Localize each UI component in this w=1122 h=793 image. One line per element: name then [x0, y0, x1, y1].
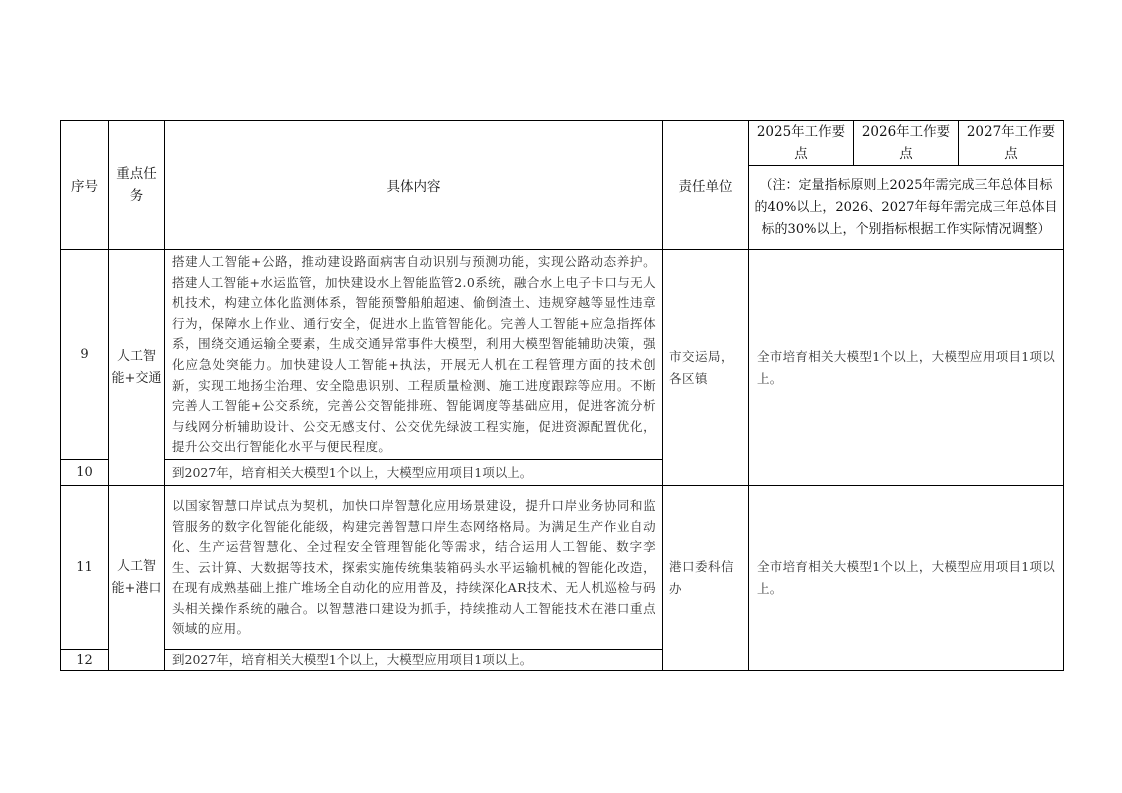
content-cell: 搭建人工智能+公路，推动建设路面病害自动识别与预测功能，实现公路动态养护。搭建人工智能+水运监管，加快建设水上智能监管2.0系统，融合水上电子卡口与无人机技术，构建立体化监测体系，智能预警船舶超速、偷倒渣土、违规穿越等显性违章行为，保障水上作业、通行安全，促进水上监管智能化。完善人工智能+应急指挥体系，围绕交通运输全要素，生成交通异常事件大模型，利用大模型智能辅助决策，强化应急处突能力。加快建设人工智能+执法，开展无人机在工程管理方面的技术创新，实现工地扬尘治理、安全隐患识别、工程质量检测、施工进度跟踪等应用。不断完善人工智能+公交系统，完善公交智能排班、智能调度等基础应用，促进客流分析与线网分析辅助设计、公交无感支付、公交优先绿波工程实施，促进资源配置优化，提升公交出行智能化水平与便民程度。: [165, 250, 663, 460]
content-cell: 以国家智慧口岸试点为契机，加快口岸智慧化应用场景建设，提升口岸业务协同和监管服务的数字化智能化能级，构建完善智慧口岸生态网络格局。为满足生产作业自动化、生产运营智慧化、全过程安全管理智能化等需求，结合运用人工智能、数字孪生、云计算、大数据等技术，探索实施传统集装箱码头水平运输机械的智能化改造，在现有成熟基础上推广堆场全自动化的应用普及，持续深化AR技术、无人机巡检与码头相关操作系统的融合。以智慧港口建设为抓手，持续推动人工智能技术在港口重点领域的应用。: [165, 486, 663, 650]
work-plan-table: [60, 120, 1064, 671]
header-unit: 责任单位: [663, 121, 749, 250]
goal-cell: 全市培育相关大模型1个以上，大模型应用项目1项以上。: [749, 250, 1064, 486]
header-year-2025: 2025年工作要点: [749, 121, 854, 166]
header-row-top: [61, 121, 1064, 166]
content-cell: 到2027年，培育相关大模型1个以上，大模型应用项目1项以上。: [165, 650, 663, 671]
row-index: 12: [61, 650, 109, 671]
row-index: 11: [61, 486, 109, 650]
header-year-2026: 2026年工作要点: [854, 121, 959, 166]
header-task: 重点任务: [109, 121, 165, 250]
content-cell: 到2027年，培育相关大模型1个以上，大模型应用项目1项以上。: [165, 460, 663, 486]
header-note: （注：定量指标原则上2025年需完成三年总体目标的40%以上，2026、2027年每年需完成三年总体目标的30%以上，个别指标根据工作实际情况调整）: [749, 166, 1064, 250]
goal-cell: 全市培育相关大模型1个以上，大模型应用项目1项以上。: [749, 486, 1064, 671]
header-content: 具体内容: [165, 121, 663, 250]
unit-cell: 港口委科信办: [663, 486, 749, 671]
table-row: [61, 486, 1064, 650]
table-row: [61, 250, 1064, 460]
header-index: 序号: [61, 121, 109, 250]
header-year-2027: 2027年工作要点: [959, 121, 1064, 166]
task-cell: 人工智能+港口: [109, 486, 165, 671]
row-index: 10: [61, 460, 109, 486]
row-index: 9: [61, 250, 109, 460]
unit-cell: 市交运局，各区镇: [663, 250, 749, 486]
task-cell: 人工智能+交通: [109, 250, 165, 486]
